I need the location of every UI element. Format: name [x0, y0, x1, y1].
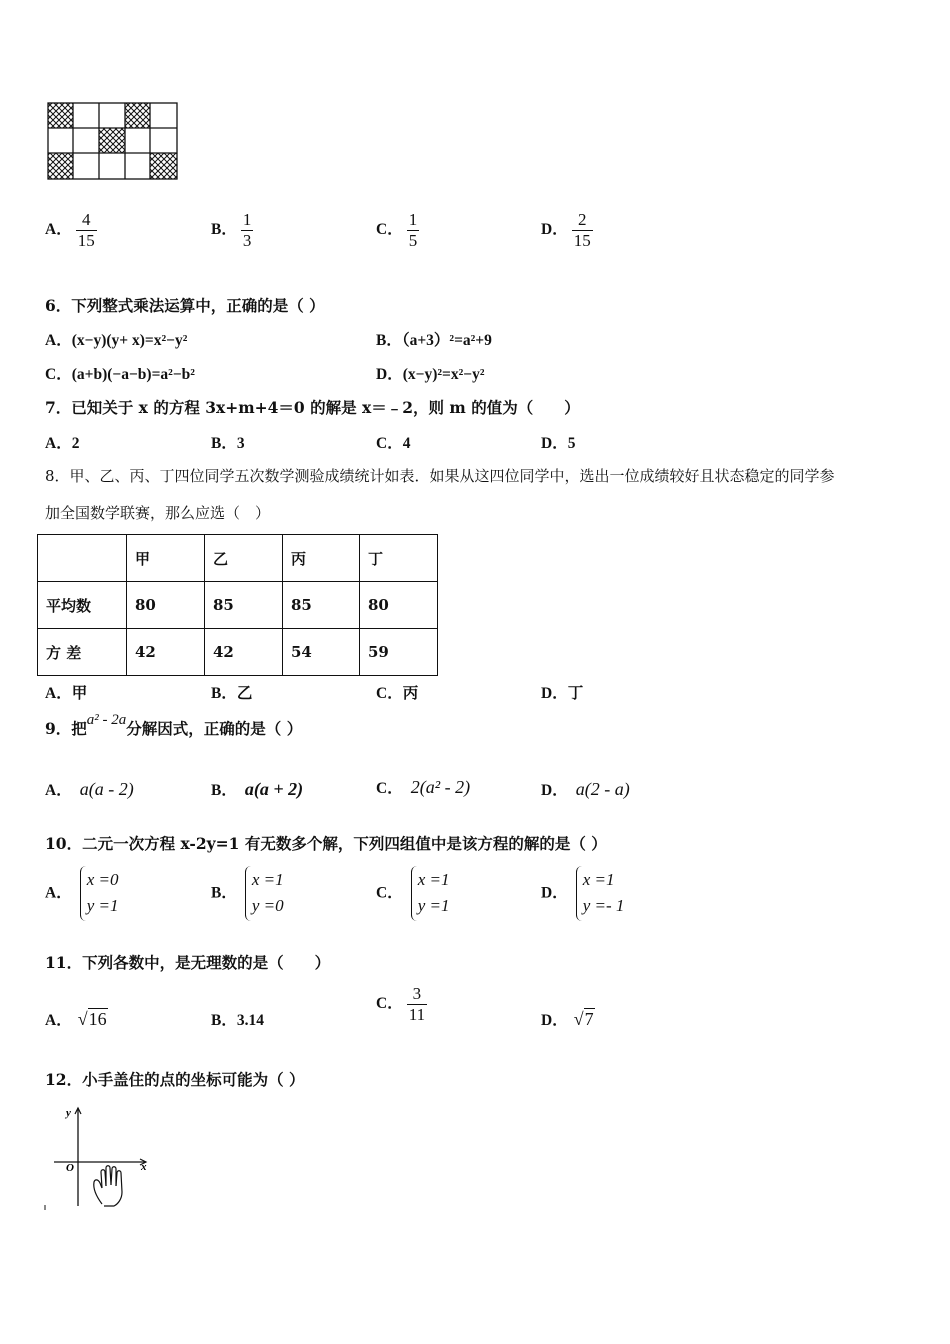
option-label: B． — [376, 332, 402, 349]
q7-option-c[interactable] — [376, 431, 410, 453]
option-label: D． — [541, 435, 568, 452]
option-label: A． — [45, 332, 72, 349]
origin-label: O — [66, 1162, 74, 1174]
q8-option-d[interactable] — [541, 681, 583, 703]
q11-option-b[interactable] — [211, 1008, 264, 1030]
table-cell: 42 — [127, 629, 205, 676]
radicand: 16 — [88, 1009, 107, 1029]
table-cell: 54 — [283, 629, 360, 676]
square-root: √7 — [573, 1009, 594, 1029]
option-text: a(2 - a) — [575, 779, 630, 799]
table-header-cell — [38, 535, 127, 582]
q7-option-a[interactable] — [45, 431, 79, 453]
table-cell: 85 — [205, 582, 283, 629]
q5-option-c[interactable] — [376, 210, 419, 250]
option-label: D． — [541, 884, 568, 902]
fraction — [407, 210, 420, 250]
table-header-cell: 丙 — [283, 535, 360, 582]
option-label: C． — [376, 685, 403, 702]
equation-line: y =1 — [417, 896, 450, 916]
option-label: D． — [541, 1012, 568, 1029]
option-label: B． — [211, 221, 237, 239]
expression: a² - 2a — [86, 712, 127, 728]
denominator: 3 — [242, 230, 252, 250]
option-text: （a+3）²=a²+9 — [401, 332, 492, 349]
grid-figure — [47, 102, 181, 181]
q8-stem-line2: 加全国数学联赛，那么应选（ ） — [45, 504, 271, 522]
q10-stem: 10．二元一次方程 x-2y=1 有无数多个解，下列四组值中是该方程的解的是（ ） — [45, 834, 607, 853]
q6-option-a[interactable] — [45, 328, 187, 350]
q11-stem: 11．下列各数中，是无理数的是（ ） — [45, 953, 331, 972]
x-axis-label: x — [141, 1161, 147, 1173]
q7-option-b[interactable] — [211, 431, 245, 453]
q5-option-d[interactable] — [541, 210, 593, 250]
q11-option-d[interactable] — [541, 1008, 595, 1030]
option-label: D． — [541, 221, 568, 239]
q10-option-d[interactable] — [541, 866, 628, 921]
q11-option-a[interactable] — [45, 1008, 108, 1030]
equation-line: y =1 — [86, 896, 119, 916]
option-text: 3.14 — [236, 1012, 264, 1029]
numerator: 3 — [412, 984, 422, 1003]
numerator: 1 — [242, 210, 252, 229]
hand-icon — [94, 1166, 122, 1206]
fraction — [76, 210, 97, 250]
q7-option-d[interactable] — [541, 431, 575, 453]
score-table — [37, 534, 438, 676]
table-cell: 方 差 — [38, 629, 127, 676]
q10-option-b[interactable] — [211, 866, 288, 921]
table-row — [38, 629, 438, 676]
q9-stem — [45, 712, 303, 739]
stem-text: 分解因式，正确的是（ ） — [126, 719, 303, 738]
q5-option-a[interactable] — [45, 210, 97, 250]
equation-line: x =1 — [582, 870, 615, 889]
y-axis-label: y — [66, 1107, 71, 1119]
denominator: 15 — [573, 230, 591, 250]
option-text: (a+b)(−a−b)=a²−b² — [71, 366, 195, 383]
option-label: B． — [211, 685, 237, 702]
q11-option-c[interactable] — [376, 984, 427, 1024]
option-label: B． — [211, 884, 237, 902]
option-label: D． — [541, 782, 568, 799]
q6-stem: 6．下列整式乘法运算中，正确的是（ ） — [45, 296, 325, 315]
table-row — [38, 582, 438, 629]
table-cell: 85 — [283, 582, 360, 629]
equation-line: y =- 1 — [582, 896, 625, 916]
option-label: B． — [211, 435, 237, 452]
q7-stem: 7．已知关于 x 的方程 3x+m+4＝0 的解是 x＝﹣2，则 m 的值为（ ） — [45, 398, 580, 417]
option-text: (x−y)²=x²−y² — [402, 366, 485, 383]
shaded-cell — [125, 103, 150, 128]
equation-system — [411, 866, 454, 921]
q9-option-a[interactable] — [45, 778, 134, 800]
table-header-cell: 丁 — [360, 535, 438, 582]
option-text: 5 — [567, 435, 576, 452]
fraction — [241, 210, 254, 250]
option-text: 2(a² - 2) — [410, 777, 471, 797]
square-root: √16 — [77, 1009, 107, 1029]
table-cell: 80 — [127, 582, 205, 629]
option-text: 乙 — [236, 685, 253, 702]
equation-line: y =0 — [251, 896, 284, 916]
option-label: C． — [376, 995, 403, 1013]
numerator: 1 — [408, 210, 418, 229]
option-label: C． — [376, 221, 403, 239]
option-label: D． — [376, 366, 403, 383]
denominator: 11 — [408, 1004, 426, 1024]
option-text: a(a + 2) — [244, 779, 304, 799]
table-cell: 42 — [205, 629, 283, 676]
table-cell: 平均数 — [38, 582, 127, 629]
equation-system — [245, 866, 288, 921]
fraction — [572, 210, 593, 250]
denominator: 15 — [77, 230, 95, 250]
option-text: a(a - 2) — [79, 779, 134, 799]
denominator: 5 — [408, 230, 418, 250]
shaded-cell — [150, 153, 177, 179]
table-header-row — [38, 535, 438, 582]
option-label: A． — [45, 685, 72, 702]
option-label: D． — [541, 685, 568, 702]
q9-option-c[interactable] — [376, 776, 470, 798]
coordinate-figure — [44, 1104, 154, 1212]
q6-option-b[interactable] — [376, 328, 492, 350]
option-label: C． — [376, 780, 403, 797]
option-text: 3 — [236, 435, 245, 452]
radicand: 7 — [584, 1009, 594, 1029]
table-header-cell: 甲 — [127, 535, 205, 582]
option-label: B． — [211, 1012, 237, 1029]
option-text: 丁 — [567, 685, 584, 702]
table-cell: 80 — [360, 582, 438, 629]
q6-option-c[interactable] — [45, 362, 195, 384]
equation-system — [80, 866, 123, 921]
q9-option-d[interactable] — [541, 778, 630, 800]
equation-line: x =1 — [251, 870, 284, 889]
q8-stem-line1: 8．甲、乙、丙、丁四位同学五次数学测验成绩统计如表．如果从这四位同学中，选出一位成绩较好且状态稳定的同学参 — [45, 467, 835, 485]
option-text: 2 — [71, 435, 80, 452]
option-text: 4 — [402, 435, 411, 452]
option-text: 丙 — [402, 685, 419, 702]
stem-text: 9．把 — [45, 719, 87, 738]
q9-option-b[interactable] — [211, 778, 303, 800]
option-text: 甲 — [71, 685, 88, 702]
numerator: 2 — [577, 210, 587, 229]
table-header-cell: 乙 — [205, 535, 283, 582]
option-label: A． — [45, 782, 72, 799]
option-label: A． — [45, 1012, 72, 1029]
fraction — [407, 984, 427, 1024]
shaded-cell — [99, 128, 125, 153]
q12-stem: 12．小手盖住的点的坐标可能为（ ） — [45, 1070, 305, 1089]
q8-option-b[interactable] — [211, 681, 252, 703]
q8-option-c[interactable] — [376, 681, 418, 703]
option-text: (x−y)(y+ x)=x²−y² — [71, 332, 188, 349]
option-label: A． — [45, 435, 72, 452]
option-label: A． — [45, 221, 72, 239]
option-label: C． — [376, 435, 403, 452]
equation-line: x =1 — [417, 870, 450, 889]
option-label: C． — [376, 884, 403, 902]
q8-option-a[interactable] — [45, 681, 87, 703]
equation-line: x =0 — [86, 870, 119, 889]
option-label: B． — [211, 782, 237, 799]
equation-system — [576, 866, 629, 921]
q5-option-b[interactable] — [211, 210, 253, 250]
shaded-cell — [48, 153, 73, 179]
q6-option-d[interactable] — [376, 362, 484, 384]
q10-option-c[interactable] — [376, 866, 453, 921]
q10-option-a[interactable] — [45, 866, 122, 921]
table-cell: 59 — [360, 629, 438, 676]
shaded-cell — [48, 103, 73, 128]
option-label: A． — [45, 884, 72, 902]
option-label: C． — [45, 366, 72, 383]
numerator: 4 — [81, 210, 91, 229]
